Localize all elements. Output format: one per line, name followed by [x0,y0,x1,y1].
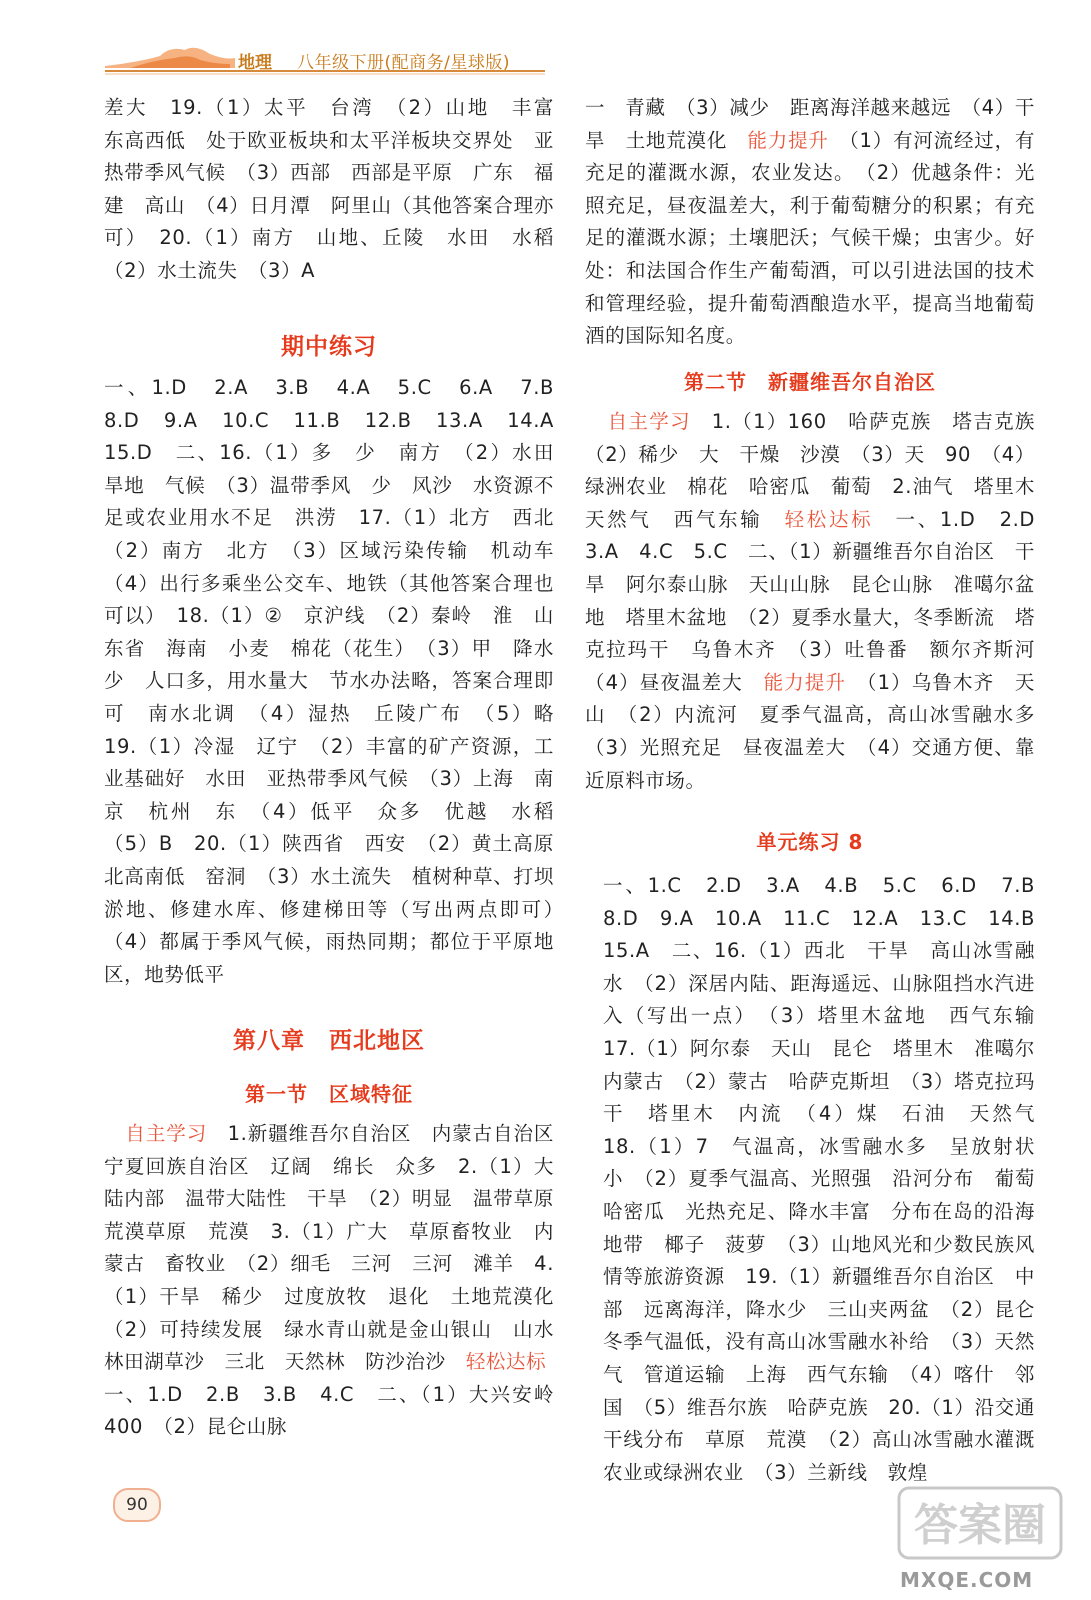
page-number: 90 [113,1488,161,1522]
section-heading: 第二节 新疆维吾尔自治区 [684,370,936,394]
tag-easy-pass: 轻松达标 [465,1350,547,1374]
page-header [100,36,550,86]
tag-self-study: 自主学习 [125,1122,208,1145]
section-heading-midterm: 期中练习 [281,334,377,360]
left-column [104,92,575,1444]
tag-easy-pass: 轻松达标 [784,507,874,531]
answer-paragraph: 自主学习 1.新疆维吾尔自治区 内蒙古自治区 宁夏回族自治区 辽阔 绵长 众多 2.（1）大陆内部 温带大陆性 干旱 （2）明显 温带草原 荒漠草原 荒漠 3.（1）广大 草原畜牧业 内蒙古 畜牧业 （2）细毛 三河 三河 滩羊 4.（1）干旱 稀少 过度放牧 退化 土地荒漠化 （2）可持续发展 绿水青山就是金山银山 山水林田湖草沙 三北 天然林 防沙治沙 轻松达标 一、1.D 2.B 3.B 4.C 二、（1）大兴安岭 400 （2）昆仑山脉 [104,1122,575,1439]
right-column [585,92,1056,1489]
section-heading-unit: 单元练习 8 [756,830,864,854]
watermark-cn: 答案圈 [914,1500,1046,1551]
tag-ability-up: 能力提升 [763,670,847,694]
answer-paragraph: 一、1.D 2.A 3.B 4.A 5.C 6.A 7.B 8.D 9.A 10.C 11.B 12.B 13.A 14.A 15.D 二、16.（1）多 少 南方 （2）水田 旱地 气候 （3）温带季风 少 风沙 水资源不足或农业用水不足 洪涝 17.（1）北方 西北 （2）南方 北方 （3）区域污染传输 机动车 （4）出行多乘坐公交车、地铁（其他答案合理也可以） 18.（1）② 京沪线 （2）秦岭 淮 山东省 海南 小麦 棉花（花生） （3）甲 降水少 人口多，用水量大 节水办法略，答案合理即可 南水北调 （4）湿热 丘陵广布 （5）略 19.（1）冷湿 辽宁 （2）丰富的矿产资源，工业基础好 水田 亚热带季风气候 （3）上海 南京 杭州 东 （4）低平 众多 优越 水稻 （5）B 20.（1）陕西省 西安 （2）黄土高原 北高南低 窑洞 （3）水土流失 植树种草、打坝淤地、修建水库、修建梯田等（写出两点即可） （4）都属于季风气候，雨热同期；都位于平原地区，地势低平 [104,376,575,986]
tag-ability-up: 能力提升 [747,128,829,152]
grade-info: 八年级下册(配商务/星球版) [297,53,510,73]
tag-self-study: 自主学习 [607,410,691,433]
answer-paragraph: 一 青藏 （3）减少 距离海洋越来越远 （4）干旱 土地荒漠化 能力提升 （1）有河流经过，有充足的灌溉水源，农业发达。 （2）优越条件：光照充足，昼夜温差大，利于葡萄糖分的积累；有充足的灌溉水源；土壤肥沃；气候干燥；虫害少。好处：和法国合作生产葡萄酒，可以引进法国的技术和管理经验，提升葡萄酒酿造水平，提高当地葡萄酒的国际知名度。 [585,96,1035,348]
answer-paragraph: 一、1.C 2.D 3.A 4.B 5.C 6.D 7.B 8.D 9.A 10.A 11.C 12.A 13.C 14.B 15.A 二、16.（1）西北 干旱 高山冰雪融水 （2）深居内陆、距海遥远、山脉阻挡水汽进入（写出一点） （3）塔里木盆地 西气东输 17.（1）阿尔泰 天山 昆仑 塔里木 准噶尔 内蒙古 （2）蒙古 哈萨克斯坦 （3）塔克拉玛干 塔里木 内流 （4）煤 石油 天然气 18.（1）7 气温高，冰雪融水多 呈放射状 小 （2）夏季气温高、光照强 沿河分布 葡萄 哈密瓜 光热充足、降水丰富 分布在岛的沿海地带 椰子 菠萝 （3）山地风光和少数民族风情等旅游资源 19.（1）新疆维吾尔自治区 中部 远离海洋，降水少 三山夹两盆 （2）昆仑 冬季气温低，没有高山冰雪融水补给 （3）天然气 管道运输 上海 西气东输 （4）喀什 邻国 （5）维吾尔族 哈萨克族 20.（1）沿交通干线分布 草原 荒漠 （2）高山冰雪融水灌溉农业或绿洲农业 （3）兰新线 敦煌 [603,874,1056,1484]
subject-label: 地理 [238,53,272,73]
answer-paragraph: 差大 19.（1）太平 台湾 （2）山地 丰富 东高西低 处于欧亚板块和太平洋板块交界处 亚热带季风气候 （3）西部 西部是平原 广东 福建 高山 （4）日月潭 阿里山（其他答案合理亦可） 20.（1）南方 山地、丘陵 水田 水稻 （2）水土流失 （3）A [104,96,575,282]
chapter-heading: 第八章 西北地区 [233,1028,425,1054]
answer-paragraph: 自主学习 1.（1）160 哈萨克族 塔吉克族 （2）稀少 大 干燥 沙漠 （3）天 90 （4）绿洲农业 棉花 哈密瓜 葡萄 2.油气 塔里木 天然气 西气东输 轻松达标 一、1.D 2.D 3.A 4.C 5.C 二、（1）新疆维吾尔自治区 干旱 阿尔泰山脉 天山山脉 昆仑山脉 准噶尔盆地 塔里木盆地 （2）夏季水量大，冬季断流 塔克拉玛干 乌鲁木齐 （3）吐鲁番 额尔齐斯河 （4）昼夜温差大 能力提升 （1）乌鲁木齐 天山 （2）内流河 夏季气温高，高山冰雪融水多 （3）光照充足 昼夜温差大 （4）交通方便、靠近原料市场。 [585,410,1056,792]
watermark-text: MXQE.COM [900,1568,1034,1592]
section-heading: 第一节 区域特征 [245,1082,413,1106]
